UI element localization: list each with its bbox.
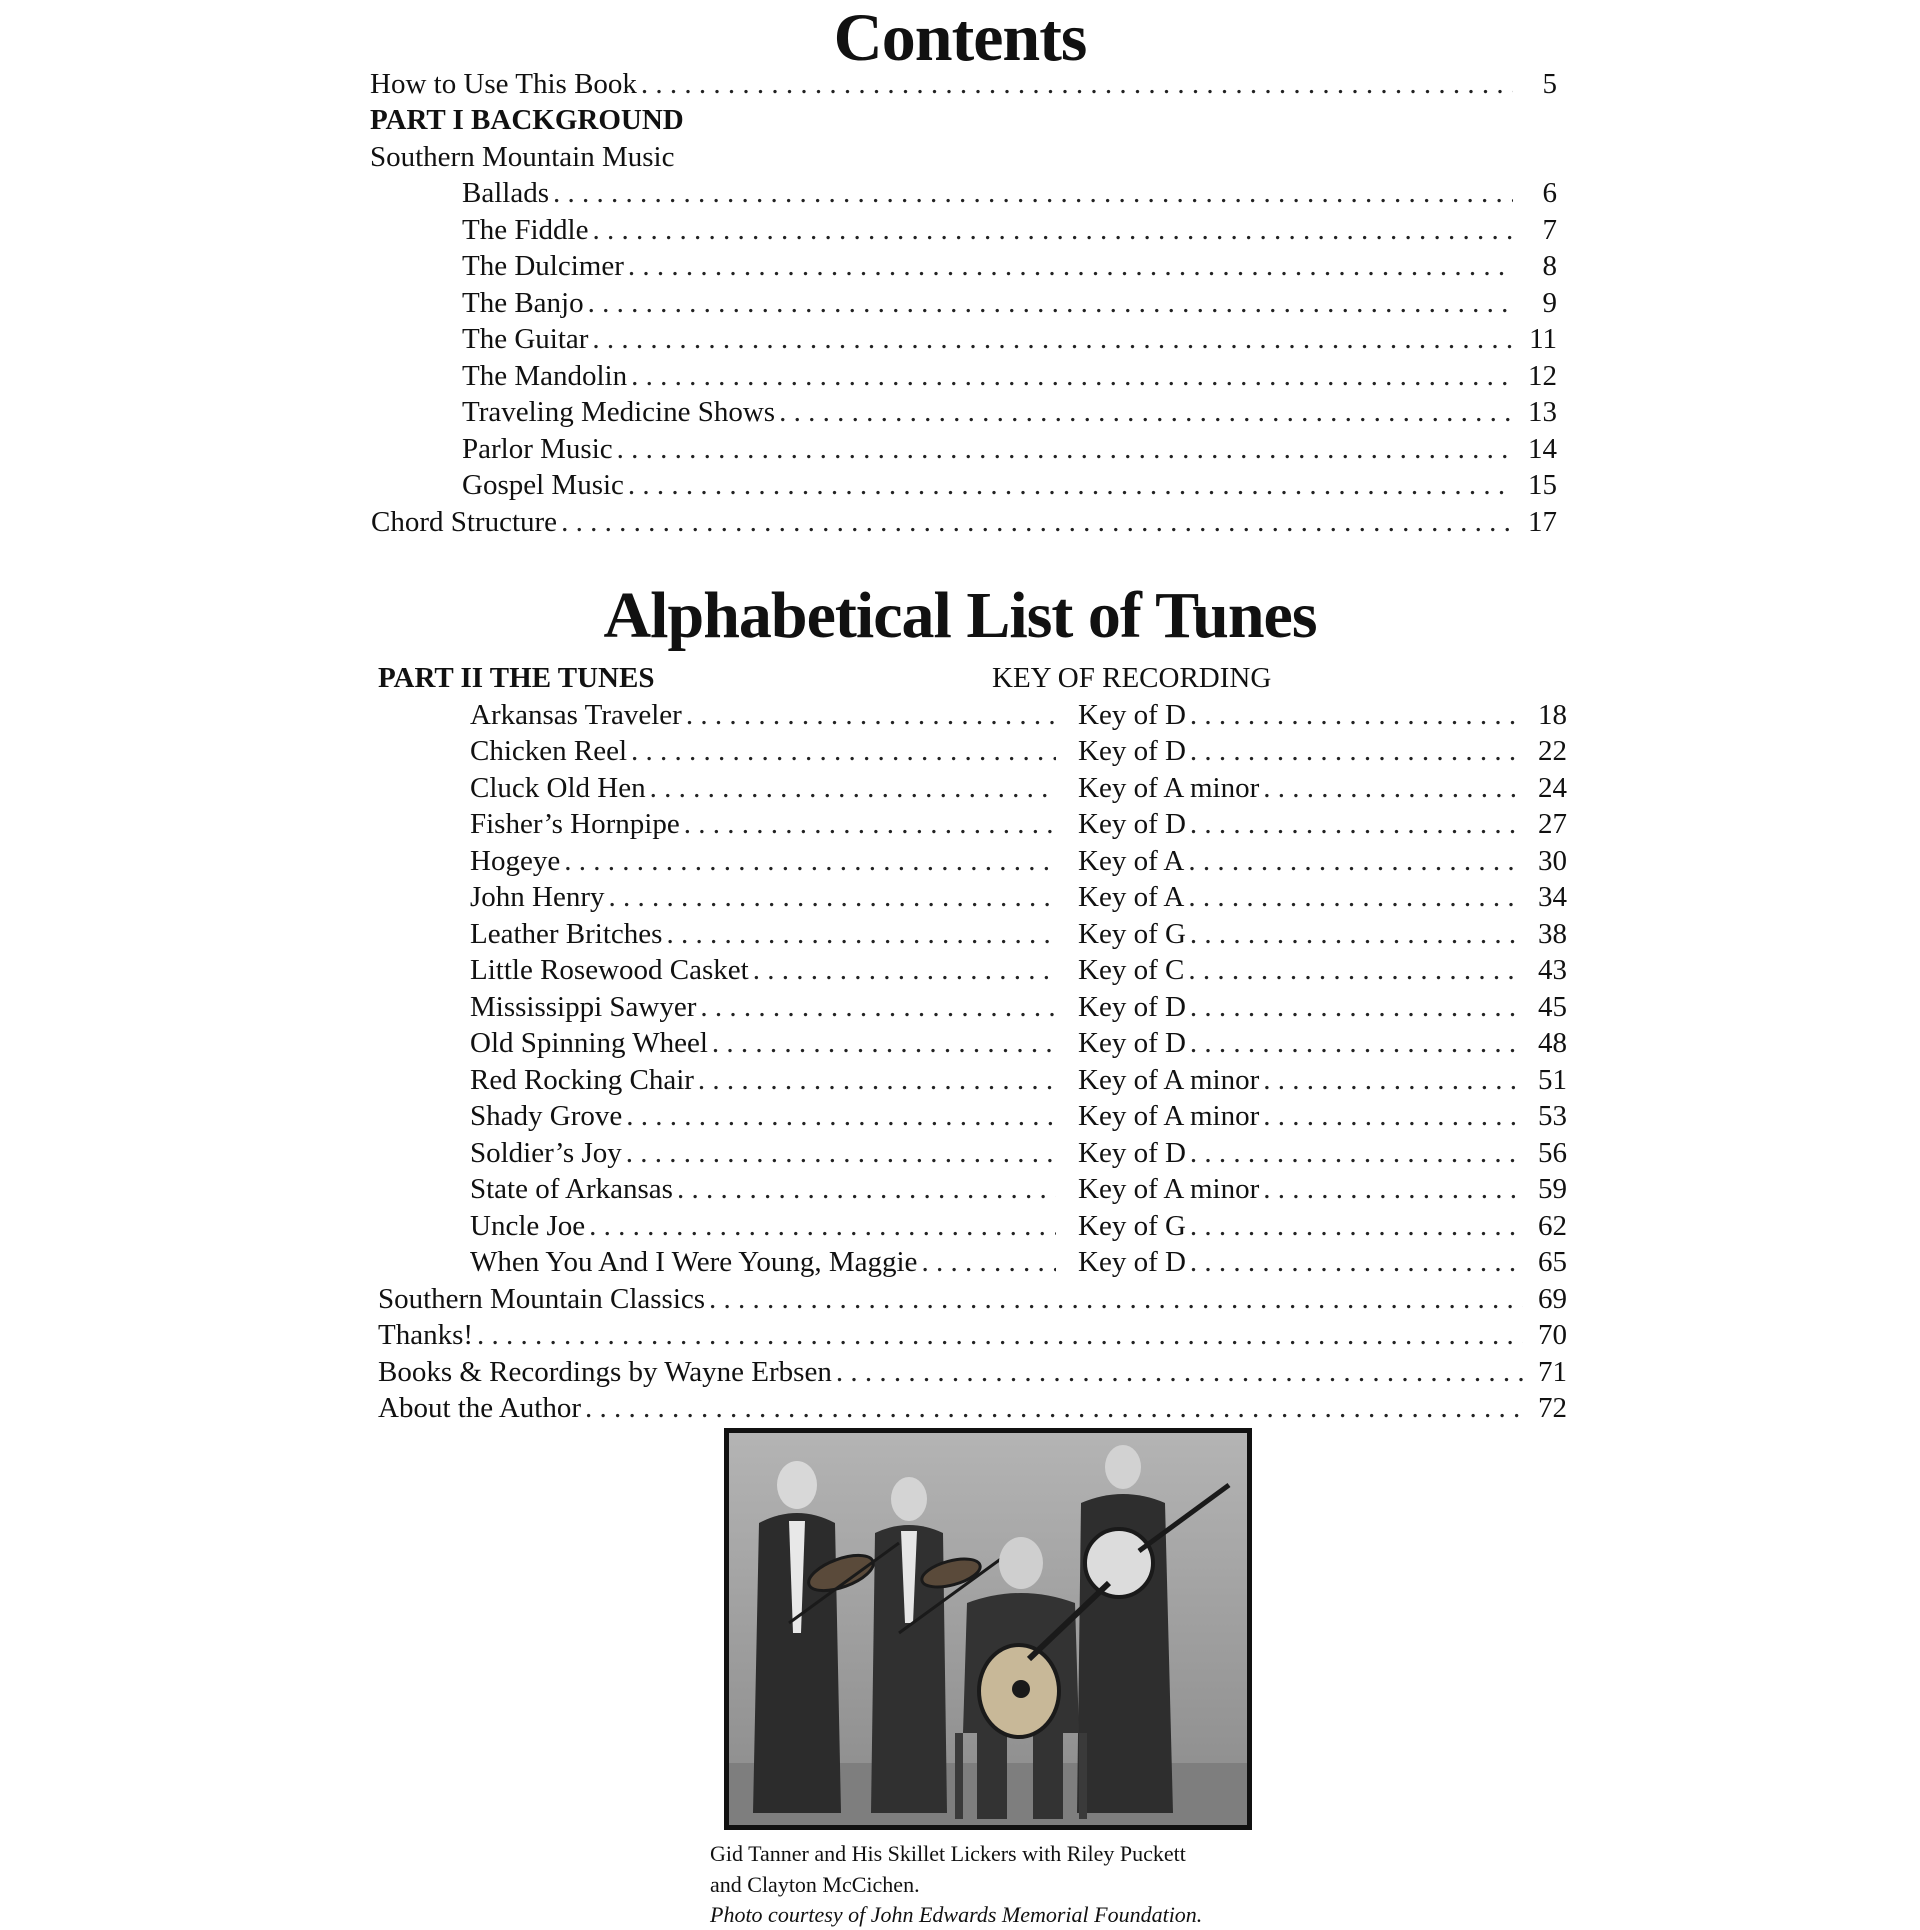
dot-leader (589, 1208, 1056, 1244)
tune-key: Key of G (1078, 1210, 1186, 1242)
tune-key: Key of D (1078, 1246, 1186, 1278)
tune-page: 59 (1538, 1173, 1567, 1205)
toc-entry-label: Parlor Music (462, 433, 613, 465)
tune-page: 30 (1538, 845, 1567, 877)
tune-key: Key of D (1078, 699, 1186, 731)
tune-key: Key of D (1078, 991, 1186, 1023)
dot-leader (700, 989, 1056, 1025)
photo-credit: Photo courtesy of John Edwards Memorial Foundation. (710, 1902, 1203, 1927)
toc-entry-page: 13 (1528, 396, 1557, 428)
tune-entry[interactable] (470, 1098, 1567, 1134)
tunes-title: Alphabetical List of Tunes (603, 579, 1317, 652)
tune-key: Key of D (1078, 808, 1186, 840)
dot-leader (477, 1317, 1523, 1353)
dot-leader (641, 66, 1513, 102)
toc-entry-page: 5 (1542, 68, 1557, 100)
back-entry-page: 72 (1538, 1392, 1567, 1424)
toc-entry-page: 8 (1542, 250, 1557, 282)
dot-leader (1190, 1135, 1523, 1171)
dot-leader (686, 697, 1056, 733)
tune-entry[interactable] (470, 1062, 1567, 1098)
dot-leader (712, 1025, 1056, 1061)
tune-entry[interactable] (470, 952, 1567, 988)
toc-entry-page: 11 (1529, 323, 1557, 355)
tune-page: 22 (1538, 735, 1567, 767)
toc-entry-page: 7 (1542, 214, 1557, 246)
toc-entry[interactable] (462, 431, 1557, 467)
toc-entry[interactable] (462, 248, 1557, 284)
tune-page: 51 (1538, 1064, 1567, 1096)
dot-leader (628, 248, 1513, 284)
tune-key: Key of A minor (1078, 1100, 1260, 1132)
dot-leader (1263, 1171, 1523, 1207)
dot-leader (592, 212, 1513, 248)
tune-key: Key of A minor (1078, 1173, 1260, 1205)
tune-entry[interactable] (470, 770, 1567, 806)
tune-page: 27 (1538, 808, 1567, 840)
dot-leader (698, 1062, 1056, 1098)
dot-leader (626, 1098, 1056, 1134)
photo-caption-line2: and Clayton McCichen. (710, 1872, 920, 1897)
dot-leader (585, 1390, 1523, 1426)
dot-leader (921, 1244, 1056, 1280)
tune-page: 43 (1538, 954, 1567, 986)
tune-name: Leather Britches (470, 918, 663, 950)
toc-entry-page: 6 (1542, 177, 1557, 209)
dot-leader (666, 916, 1056, 952)
dot-leader (1190, 806, 1523, 842)
back-entry-page: 69 (1538, 1283, 1567, 1315)
tune-entry[interactable] (470, 1135, 1567, 1171)
tune-entry[interactable] (470, 1171, 1567, 1207)
tune-entry[interactable] (470, 1025, 1567, 1061)
toc-entry-label: The Guitar (462, 323, 589, 355)
toc-entry-label: The Mandolin (462, 360, 628, 392)
tune-key: Key of D (1078, 1137, 1186, 1169)
toc-entry-label: How to Use This Book (370, 68, 637, 100)
tune-key: Key of D (1078, 1027, 1186, 1059)
toc-entry-label: The Fiddle (462, 214, 589, 246)
toc-entry-page: 17 (1528, 506, 1557, 538)
back-entry[interactable] (378, 1281, 1567, 1317)
toc-entry[interactable] (462, 285, 1557, 321)
back-entry-page: 71 (1538, 1356, 1567, 1388)
toc-entry-label: The Dulcimer (462, 250, 624, 282)
dot-leader (1188, 843, 1523, 879)
dot-leader (617, 431, 1513, 467)
tune-name: Arkansas Traveler (470, 699, 682, 731)
dot-leader (1190, 697, 1523, 733)
toc-entry-page: 9 (1542, 287, 1557, 319)
toc-entry-label: Chord Structure (371, 506, 558, 538)
tune-page: 45 (1538, 991, 1567, 1023)
dot-leader (631, 358, 1513, 394)
tune-page: 38 (1538, 918, 1567, 950)
tune-page: 53 (1538, 1100, 1567, 1132)
back-entry-label: Southern Mountain Classics (378, 1283, 706, 1315)
back-entry[interactable] (378, 1354, 1567, 1390)
dot-leader (779, 394, 1513, 430)
tune-key: Key of A (1078, 845, 1185, 877)
dot-leader (684, 806, 1056, 842)
key-of-recording-heading: KEY OF RECORDING (992, 662, 1272, 694)
tune-entry[interactable] (470, 1244, 1567, 1280)
toc-entry-chord-structure[interactable] (371, 504, 1557, 540)
tune-key: Key of A minor (1078, 1064, 1260, 1096)
tune-name: When You And I Were Young, Maggie (470, 1246, 918, 1278)
dot-leader (1190, 733, 1523, 769)
tune-key: Key of C (1078, 954, 1185, 986)
dot-leader (1263, 1098, 1523, 1134)
toc-entry-how-to-use[interactable] (370, 66, 1557, 102)
dot-leader (1190, 916, 1523, 952)
back-entry-label: About the Author (378, 1392, 581, 1424)
tune-name: Cluck Old Hen (470, 772, 646, 804)
dot-leader (1263, 1062, 1523, 1098)
dot-leader (1188, 879, 1523, 915)
part1-heading: PART I BACKGROUND (370, 104, 684, 136)
toc-entry[interactable] (462, 175, 1557, 211)
dot-leader (592, 321, 1513, 357)
dot-leader (1190, 1244, 1523, 1280)
tune-page: 18 (1538, 699, 1567, 731)
tune-name: Hogeye (470, 845, 561, 877)
tune-name: State of Arkansas (470, 1173, 673, 1205)
toc-entry-page: 14 (1528, 433, 1557, 465)
dot-leader (836, 1354, 1523, 1390)
tune-page: 24 (1538, 772, 1567, 804)
tune-name: Chicken Reel (470, 735, 628, 767)
tune-key: Key of G (1078, 918, 1186, 950)
dot-leader (588, 285, 1513, 321)
toc-entry-page: 15 (1528, 469, 1557, 501)
toc-entry[interactable] (462, 358, 1557, 394)
dot-leader (609, 879, 1056, 915)
band-photo-illustration (729, 1433, 1247, 1825)
toc-entry-label: Gospel Music (462, 469, 624, 501)
tune-entry[interactable] (470, 806, 1567, 842)
tune-key: Key of A (1078, 881, 1185, 913)
toc-entry[interactable] (462, 467, 1557, 503)
dot-leader (553, 175, 1513, 211)
dot-leader (1190, 1208, 1523, 1244)
tune-name: Red Rocking Chair (470, 1064, 694, 1096)
dot-leader (561, 504, 1513, 540)
tune-entry[interactable] (470, 916, 1567, 952)
southern-mountain-heading: Southern Mountain Music (370, 141, 675, 173)
back-entry-label: Books & Recordings by Wayne Erbsen (378, 1356, 832, 1388)
toc-entry[interactable] (462, 394, 1557, 430)
toc-entry-label: Traveling Medicine Shows (462, 396, 776, 428)
photo-caption-line1: Gid Tanner and His Skillet Lickers with Riley Puckett (710, 1841, 1186, 1866)
contents-title: Contents (833, 0, 1087, 75)
tune-entry[interactable] (470, 989, 1567, 1025)
dot-leader (1190, 989, 1523, 1025)
tune-name: Shady Grove (470, 1100, 623, 1132)
toc-entry-page: 12 (1528, 360, 1557, 392)
tune-page: 48 (1538, 1027, 1567, 1059)
dot-leader (631, 733, 1056, 769)
dot-leader (709, 1281, 1523, 1317)
dot-leader (1263, 770, 1523, 806)
tune-key: Key of D (1078, 735, 1186, 767)
tune-name: Soldier’s Joy (470, 1137, 622, 1169)
tune-entry[interactable] (470, 843, 1567, 879)
dot-leader (564, 843, 1056, 879)
dot-leader (628, 467, 1513, 503)
back-entry[interactable] (378, 1317, 1567, 1353)
tune-key: Key of A minor (1078, 772, 1260, 804)
back-entry-page: 70 (1538, 1319, 1567, 1351)
tune-name: Mississippi Sawyer (470, 991, 697, 1023)
tune-entry[interactable] (470, 879, 1567, 915)
tune-page: 62 (1538, 1210, 1567, 1242)
toc-entry-label: Ballads (462, 177, 549, 209)
back-entry-label: Thanks! (378, 1319, 474, 1351)
tune-entry[interactable] (470, 1208, 1567, 1244)
dot-leader (753, 952, 1056, 988)
toc-entry[interactable] (462, 212, 1557, 248)
tune-name: Little Rosewood Casket (470, 954, 749, 986)
tune-page: 56 (1538, 1137, 1567, 1169)
band-photo (724, 1428, 1252, 1830)
tune-name: Uncle Joe (470, 1210, 586, 1242)
tune-page: 34 (1538, 881, 1567, 913)
tune-entry[interactable] (470, 697, 1567, 733)
toc-entry[interactable] (462, 321, 1557, 357)
part2-heading: PART II THE TUNES (378, 662, 655, 694)
dot-leader (1190, 1025, 1523, 1061)
dot-leader (650, 770, 1056, 806)
toc-entry-label: The Banjo (462, 287, 584, 319)
tune-name: Fisher’s Hornpipe (470, 808, 680, 840)
dot-leader (677, 1171, 1056, 1207)
tune-page: 65 (1538, 1246, 1567, 1278)
tune-name: Old Spinning Wheel (470, 1027, 708, 1059)
dot-leader (626, 1135, 1056, 1171)
back-entry[interactable] (378, 1390, 1567, 1426)
tune-entry[interactable] (470, 733, 1567, 769)
tune-name: John Henry (470, 881, 605, 913)
dot-leader (1188, 952, 1523, 988)
